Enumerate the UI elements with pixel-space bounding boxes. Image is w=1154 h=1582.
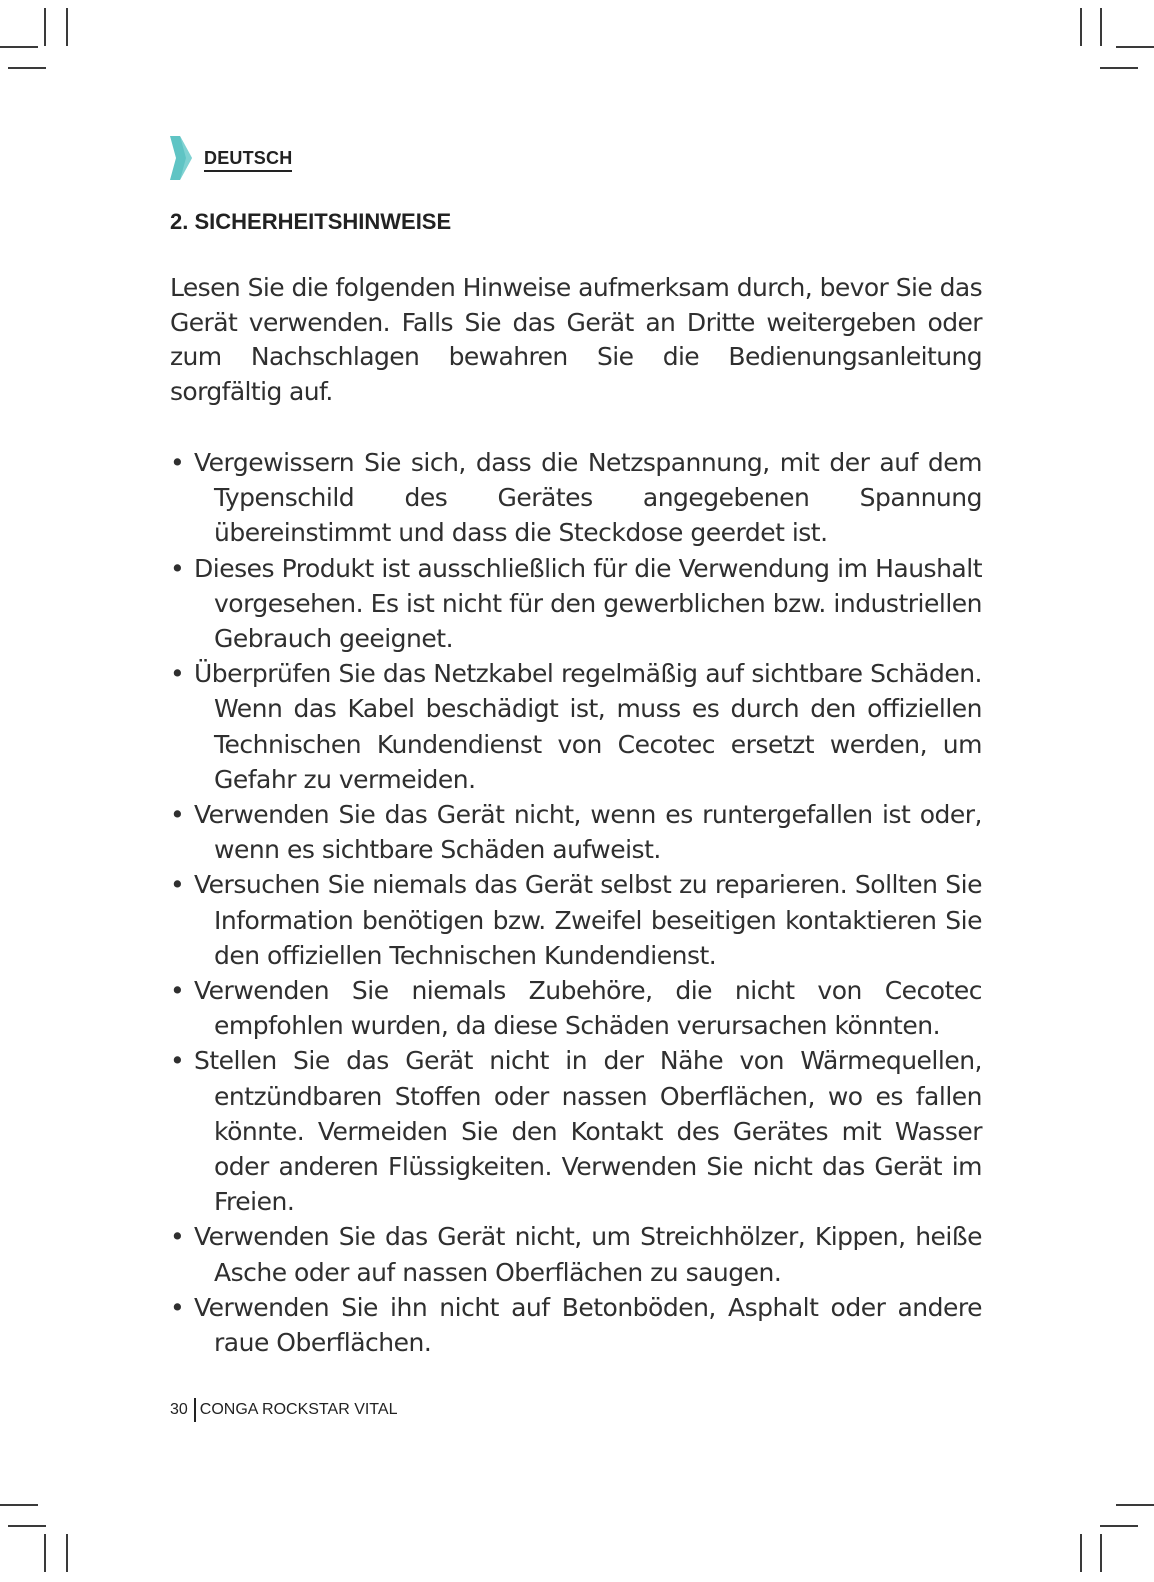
bullet-dot: • [170, 976, 185, 1006]
list-item-text: Überprüfen Sie das Netzkabel regelmäßig auf sichtbare Schäden. Wenn das Kabel beschädigt ist, muss es durch den offiziellen Technischen Kundendienst von Cecotec ersetzt werden, um Gefahr zu vermeiden. [194, 659, 982, 794]
bullet-dot: • [170, 448, 185, 477]
language-arrow-icon [170, 136, 194, 180]
list-item [170, 1043, 982, 1219]
list-item [170, 551, 982, 657]
list-item-text: Verwenden Sie das Gerät nicht, um Streichhölzer, Kippen, heiße Asche oder auf nassen Oberflächen zu saugen. [194, 1222, 982, 1287]
list-item [170, 867, 982, 973]
list-item [170, 1219, 982, 1289]
list-item [170, 973, 982, 1043]
list-item [170, 1290, 982, 1360]
list-item-text: Vergewissern Sie sich, dass die Netzspannung, mit der auf dem Typenschild des Gerätes angegebenen Spannung übereinstimmt und dass die Steckdose geerdet ist. [194, 448, 982, 548]
list-item [170, 797, 982, 867]
bullet-dot: • [170, 659, 185, 689]
safety-list [170, 445, 982, 1360]
list-item-text: Verwenden Sie das Gerät nicht, wenn es runtergefallen ist oder, wenn es sichtbare Schäden aufweist. [194, 800, 982, 865]
list-item-text: Verwenden Sie niemals Zubehöre, die nicht von Cecotec empfohlen wurden, da diese Schäden verursachen könnten. [194, 976, 982, 1041]
bullet-dot: • [170, 800, 185, 830]
section-title: 2. SICHERHEITSHINWEISE [170, 209, 452, 234]
page-footer [170, 1398, 397, 1422]
footer-divider [194, 1398, 196, 1422]
bullet-dot: • [170, 870, 185, 900]
list-item-text: Versuchen Sie niemals das Gerät selbst zu reparieren. Sollten Sie Information benötigen bzw. Zweifel beseitigen kontaktieren Sie den offiziellen Technischen Kundendienst. [194, 870, 982, 970]
list-item-text: Verwenden Sie ihn nicht auf Betonböden, Asphalt oder andere raue Oberflächen. [194, 1292, 982, 1358]
intro-paragraph: Lesen Sie die folgenden Hinweise aufmerksam durch, bevor Sie das Gerät verwenden. Falls Sie das Gerät an Dritte weitergeben oder zum Nachschlagen bewahren Sie die Bedienungsanleitung sorgfältig auf. [170, 273, 982, 406]
language-header [170, 136, 293, 180]
list-item-text: Dieses Produkt ist ausschließlich für die Verwendung im Haushalt vorgesehen. Es ist nicht für den gewerblichen bzw. industriellen Gebrauch geeignet. [194, 553, 982, 654]
bullet-dot: • [170, 1046, 185, 1076]
product-name: CONGA ROCKSTAR VITAL [199, 1401, 398, 1418]
bullet-dot: • [170, 553, 185, 583]
list-item-text: Stellen Sie das Gerät nicht in der Nähe von Wärmequellen, entzündbaren Stoffen oder nassen Oberflächen, wo es fallen könnte. Vermeiden Sie den Kontakt des Gerätes mit Wasser oder anderen Flüssigkeiten. Verwenden Sie nicht das Gerät im Freien. [194, 1046, 982, 1217]
list-item [170, 445, 982, 551]
list-item [170, 656, 982, 797]
page-number: 30 [170, 1401, 188, 1418]
bullet-dot: • [170, 1292, 185, 1322]
bullet-dot: • [170, 1222, 185, 1252]
language-label: DEUTSCH [204, 148, 292, 172]
